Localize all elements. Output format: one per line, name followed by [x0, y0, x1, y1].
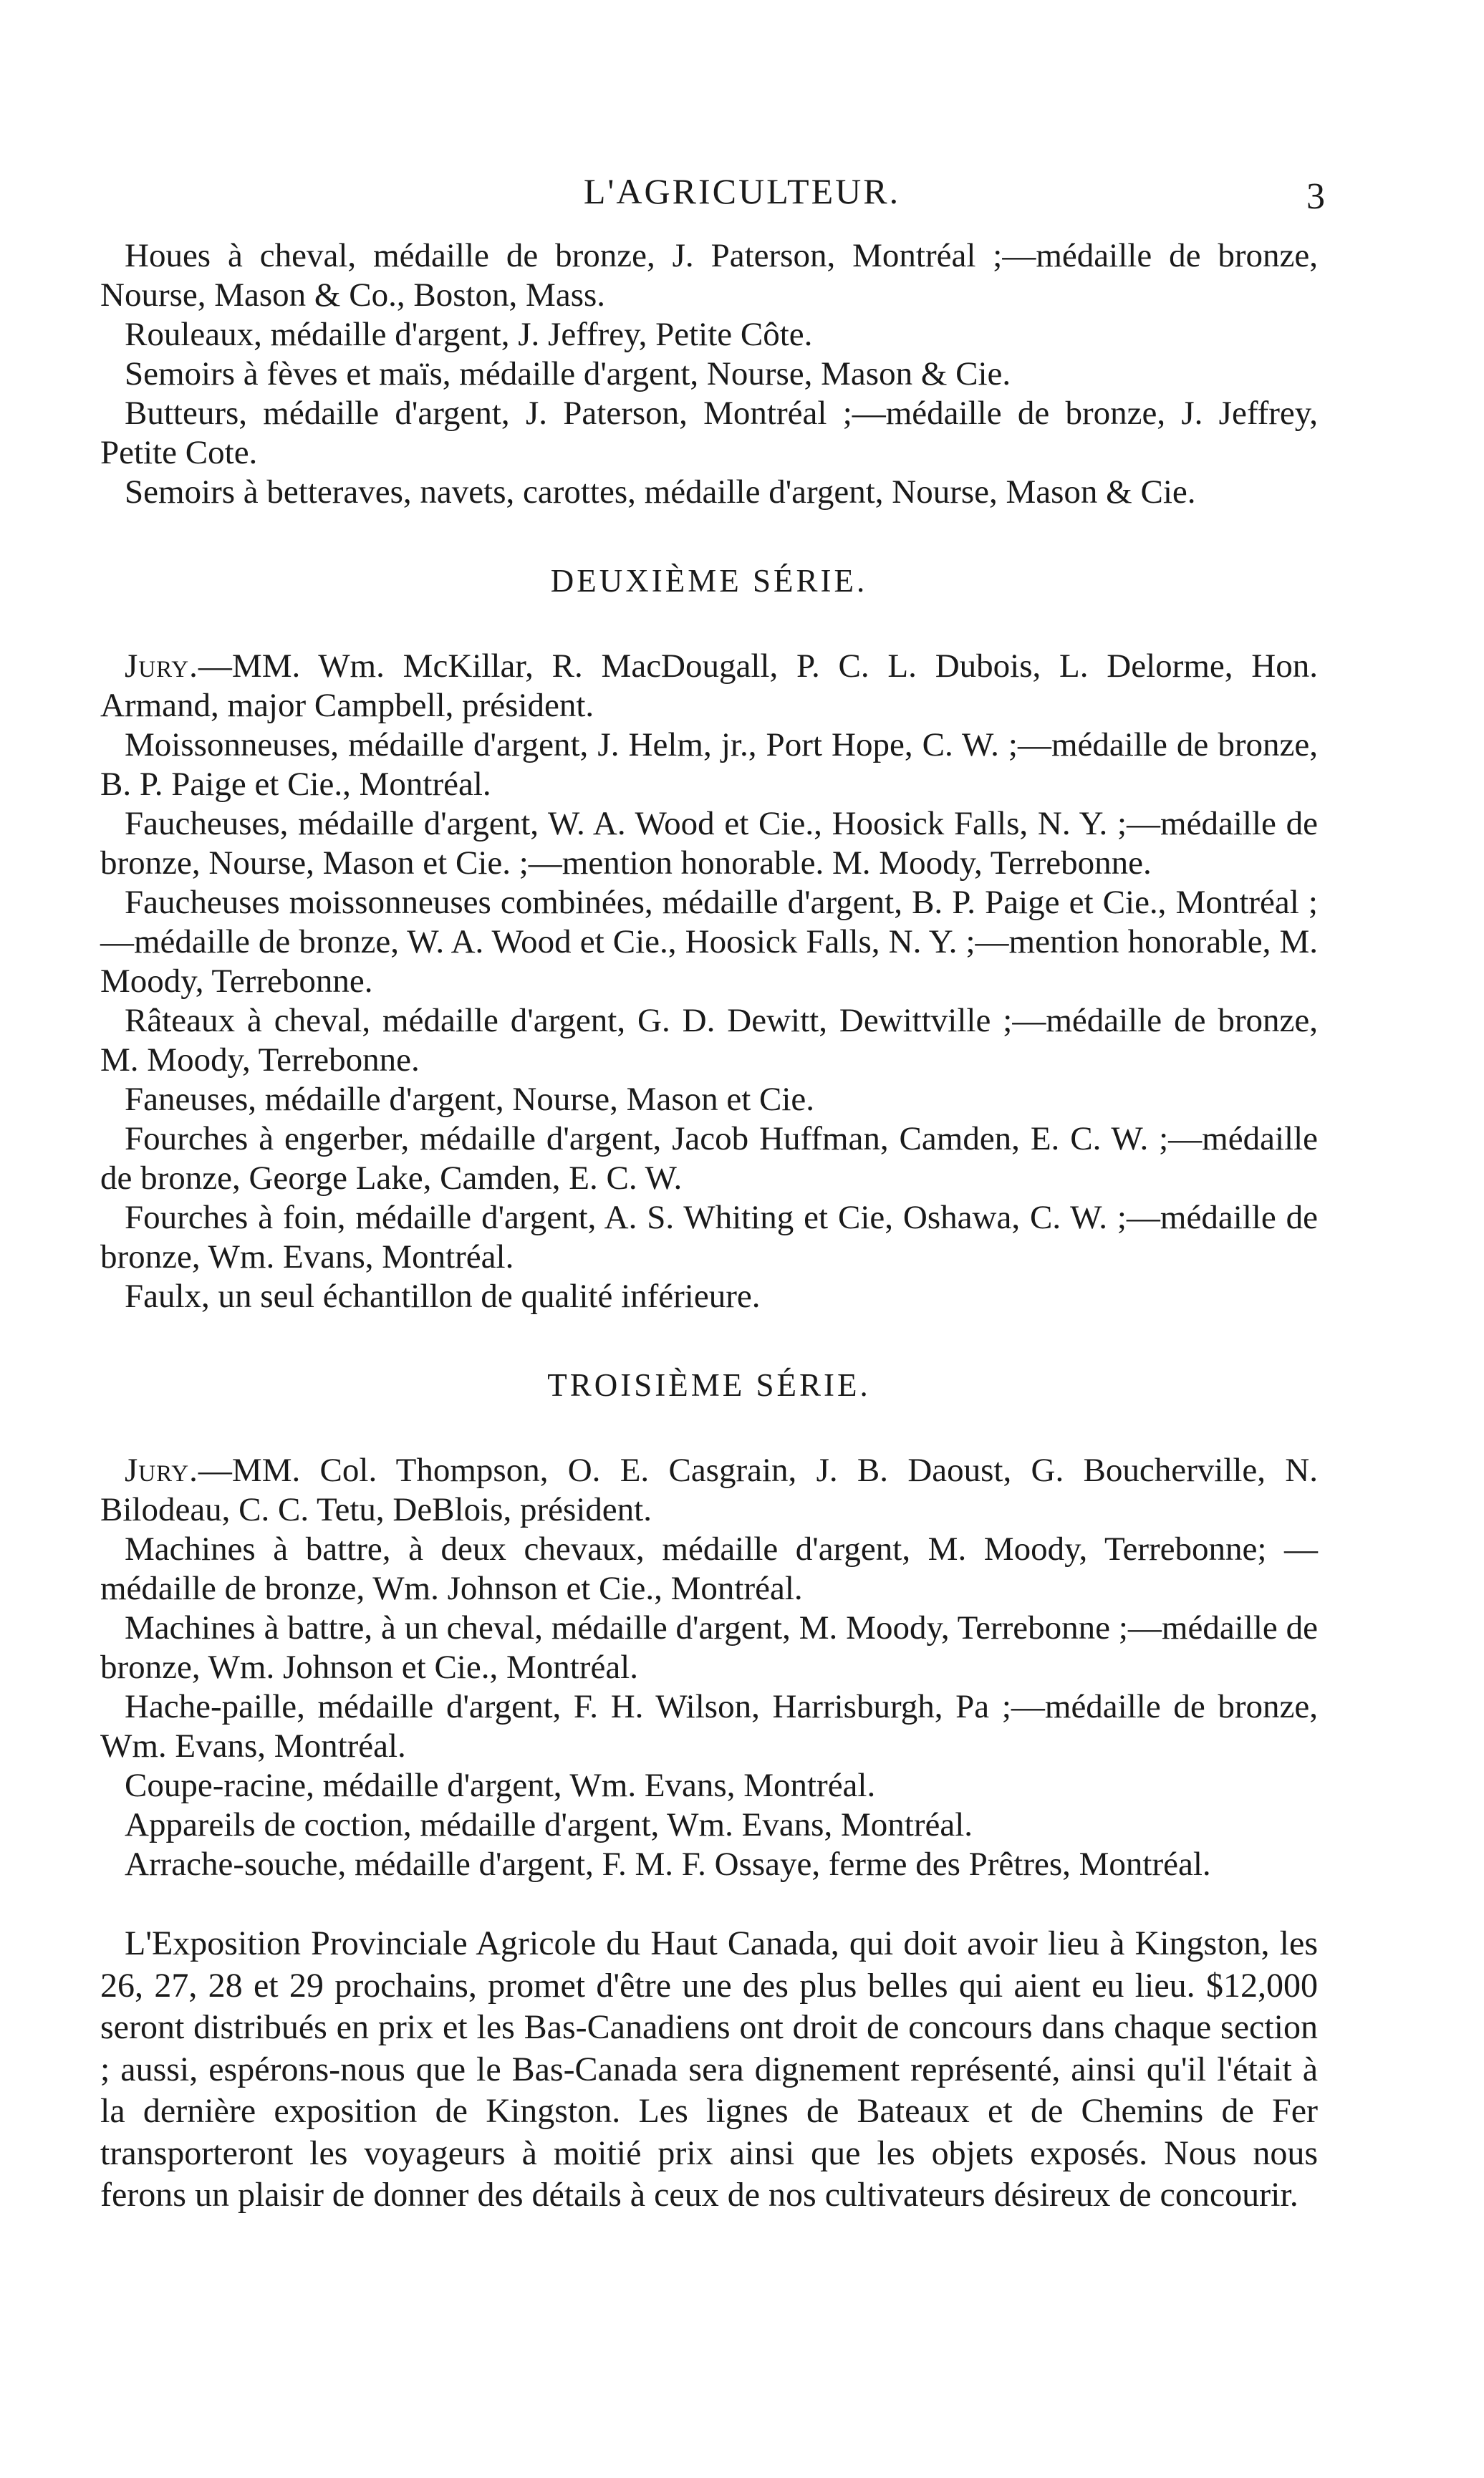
entry: Moissonneuses, médaille d'argent, J. Helm, jr., Port Hope, C. W. ;—médaille de bronze, B. P. Paige et Cie., Montréal.: [100, 726, 1318, 803]
jury-paragraph: [100, 647, 1318, 725]
entry: Semoirs à betteraves, navets, carottes, médaille d'argent, Nourse, Mason & Cie.: [125, 473, 1196, 511]
section-heading: TROISIÈME SÉRIE.: [547, 1367, 871, 1403]
section-heading: DEUXIÈME SÉRIE.: [550, 563, 868, 599]
entry: Machines à battre, à deux chevaux, médaille d'argent, M. Moody, Terrebonne; —médaille de bronze, Wm. Johnson et Cie., Montréal.: [100, 1530, 1318, 1607]
entry: Semoirs à fèves et maïs, médaille d'argent, Nourse, Mason & Cie.: [125, 355, 1011, 392]
entry: Faulx, un seul échantillon de qualité inférieure.: [125, 1278, 761, 1315]
jury-text: —MM. Wm. McKillar, R. MacDougall, P. C. L. Dubois, L. Delorme, Hon. Armand, major Campbell, président.: [100, 647, 1318, 724]
entry: Râteaux à cheval, médaille d'argent, G. D. Dewitt, Dewittville ;—médaille de bronze, M. Moody, Terrebonne.: [100, 1002, 1318, 1079]
entry: Houes à cheval, médaille de bronze, J. Paterson, Montréal ;—médaille de bronze, Nourse, Mason & Co., Boston, Mass.: [100, 237, 1318, 314]
entry: Fourches à foin, médaille d'argent, A. S. Whiting et Cie, Oshawa, C. W. ;—médaille de bronze, Wm. Evans, Montréal.: [100, 1199, 1318, 1276]
jury-text: —MM. Col. Thompson, O. E. Casgrain, J. B. Daoust, G. Boucherville, N. Bilodeau, C. C. Tetu, DeBlois, président.: [100, 1452, 1318, 1528]
entry: Machines à battre, à un cheval, médaille d'argent, M. Moody, Terrebonne ;—médaille de bronze, Wm. Johnson et Cie., Montréal.: [100, 1609, 1318, 1686]
entry: Faneuses, médaille d'argent, Nourse, Mason et Cie.: [125, 1081, 815, 1118]
entry: Faucheuses, médaille d'argent, W. A. Wood et Cie., Hoosick Falls, N. Y. ;—médaille de bronze, Nourse, Mason et Cie. ;—mention honorable. M. Moody, Terrebonne.: [100, 805, 1318, 882]
document-body: [100, 236, 1318, 2217]
running-title: L'AGRICULTEUR.: [583, 171, 901, 211]
entry: Faucheuses moissonneuses combinées, médaille d'argent, B. P. Paige et Cie., Montréal ;—médaille de bronze, W. A. Wood et Cie., Hoosick Falls, N. Y. ;—mention honorable, M. Moody, Terrebonne.: [100, 884, 1318, 1000]
closing-paragraph: L'Exposition Provinciale Agricole du Haut Canada, qui doit avoir lieu à Kingston, les 26, 27, 28 et 29 prochains, promet d'être une des plus belles qui aient eu lieu. $12,000 seront distribués en prix et les Bas-Canadiens ont droit de concours dans chaque section ; aussi, espérons-nous que le Bas-Canada sera dignement représenté, ainsi qu'il l'était à la dernière exposition de Kingston. Les lignes de Bateaux et de Chemins de Fer transporteront les voyageurs à moitié prix ainsi que les objets exposés. Nous nous ferons un plaisir de donner des détails à ceux de nos cultivateurs désireux de concourir.: [100, 1924, 1318, 2214]
entry: Appareils de coction, médaille d'argent, Wm. Evans, Montréal.: [125, 1806, 973, 1843]
section-2: [100, 559, 1318, 1316]
entry: Rouleaux, médaille d'argent, J. Jeffrey, Petite Côte.: [125, 316, 813, 353]
entry: Coupe-racine, médaille d'argent, Wm. Evans, Montréal.: [125, 1767, 876, 1804]
section-1: [100, 236, 1318, 512]
closing-section: [100, 1923, 1318, 2217]
entry: Arrache-souche, médaille d'argent, F. M. F. Ossaye, ferme des Prêtres, Montréal.: [125, 1846, 1211, 1883]
jury-label: Jury.: [125, 1452, 198, 1489]
entry: Butteurs, médaille d'argent, J. Paterson, Montréal ;—médaille de bronze, J. Jeffrey, Petite Cote.: [100, 395, 1318, 471]
section-3: [100, 1364, 1318, 1884]
running-header: [0, 166, 1484, 216]
page-number: 3: [1306, 176, 1325, 217]
entry: Hache-paille, médaille d'argent, F. H. Wilson, Harrisburgh, Pa ;—médaille de bronze, Wm. Evans, Montréal.: [100, 1688, 1318, 1765]
jury-label: Jury.: [125, 647, 198, 685]
entry: Fourches à engerber, médaille d'argent, Jacob Huffman, Camden, E. C. W. ;—médaille de bronze, George Lake, Camden, E. C. W.: [100, 1120, 1318, 1197]
jury-paragraph: [100, 1451, 1318, 1530]
